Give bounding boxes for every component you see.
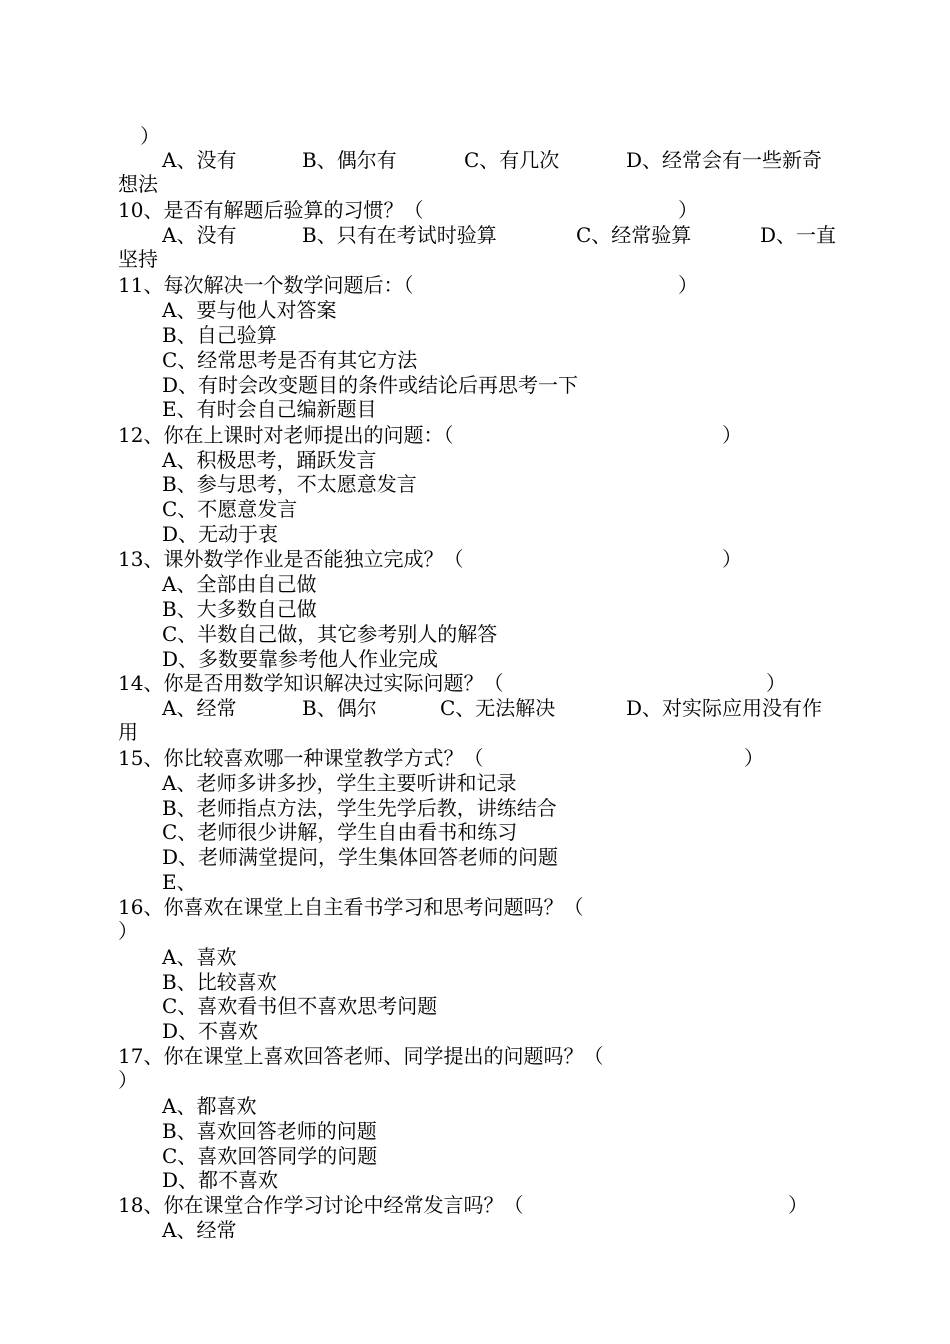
question-17: 17、你在课堂上喜欢回答老师、同学提出的问题吗？（: [118, 1044, 604, 1068]
option-d: D、对实际应用没有作: [626, 696, 823, 720]
option-d: D、老师满堂提问，学生集体回答老师的问题: [162, 845, 559, 869]
option-b: B、只有在考试时验算: [302, 223, 497, 247]
paren-close: ）: [118, 919, 138, 943]
option-c: C、经常验算: [576, 223, 692, 247]
option-e: E、: [162, 870, 197, 894]
option-c: C、无法解决: [440, 696, 556, 720]
paren-close: ）: [766, 671, 786, 695]
option-d: D、有时会改变题目的条件或结论后再思考一下: [162, 373, 579, 397]
paren-close: ）: [744, 746, 764, 770]
option-b: B、自己验算: [162, 323, 277, 347]
paren-close: ）: [678, 198, 698, 222]
question-13: 13、课外数学作业是否能独立完成？（: [118, 547, 464, 571]
option-a: A、都喜欢: [162, 1094, 257, 1118]
paren-close: ）: [678, 273, 698, 297]
option-continuation: 坚持: [118, 247, 158, 271]
question-11: 11、每次解决一个数学问题后：（: [118, 273, 414, 297]
option-d: D、经常会有一些新奇: [626, 148, 823, 172]
option-a: A、老师多讲多抄，学生主要听讲和记录: [162, 771, 517, 795]
option-b: B、偶尔有: [302, 148, 397, 172]
question-16: 16、你喜欢在课堂上自主看书学习和思考问题吗？（: [118, 895, 584, 919]
option-d: D、无动于衷: [162, 522, 279, 546]
option-d: D、多数要靠参考他人作业完成: [162, 647, 439, 671]
paren-close: ）: [118, 1068, 138, 1092]
option-c: C、经常思考是否有其它方法: [162, 348, 418, 372]
option-a: A、全部由自己做: [162, 572, 317, 596]
option-d: D、都不喜欢: [162, 1168, 279, 1192]
option-a: A、经常: [162, 1218, 237, 1242]
option-continuation: 想法: [118, 172, 158, 196]
paren-close: ）: [722, 547, 742, 571]
option-c: C、喜欢看书但不喜欢思考问题: [162, 994, 438, 1018]
option-b: B、老师指点方法，学生先学后教，讲练结合: [162, 796, 557, 820]
question-12: 12、你在上课时对老师提出的问题：（: [118, 423, 454, 447]
paren-close: ）: [722, 423, 742, 447]
option-continuation: 用: [118, 720, 138, 744]
option-a: A、要与他人对答案: [162, 298, 337, 322]
option-c: C、喜欢回答同学的问题: [162, 1144, 378, 1168]
option-b: B、喜欢回答老师的问题: [162, 1119, 377, 1143]
option-d: D、一直: [760, 223, 837, 247]
option-c: C、有几次: [464, 148, 560, 172]
option-e: E、有时会自己编新题目: [162, 397, 377, 421]
option-c: C、老师很少讲解，学生自由看书和练习: [162, 820, 518, 844]
option-a: A、积极思考，踊跃发言: [162, 448, 377, 472]
option-b: B、参与思考，不太愿意发言: [162, 472, 417, 496]
option-c: C、半数自己做，其它参考别人的解答: [162, 622, 498, 646]
option-b: B、比较喜欢: [162, 970, 277, 994]
option-b: B、大多数自己做: [162, 597, 317, 621]
question-18: 18、你在课堂合作学习讨论中经常发言吗？（: [118, 1193, 524, 1217]
option-a: A、没有: [162, 148, 237, 172]
paren-close: ）: [788, 1193, 808, 1217]
question-10: 10、是否有解题后验算的习惯？（: [118, 198, 424, 222]
option-d: D、不喜欢: [162, 1019, 259, 1043]
question-15: 15、你比较喜欢哪一种课堂教学方式？（: [118, 746, 484, 770]
option-c: C、不愿意发言: [162, 497, 298, 521]
option-a: A、经常: [162, 696, 237, 720]
option-a: A、没有: [162, 223, 237, 247]
option-a: A、喜欢: [162, 945, 237, 969]
paren-close: ）: [140, 124, 160, 148]
question-14: 14、你是否用数学知识解决过实际问题？（: [118, 671, 504, 695]
option-b: B、偶尔: [302, 696, 377, 720]
